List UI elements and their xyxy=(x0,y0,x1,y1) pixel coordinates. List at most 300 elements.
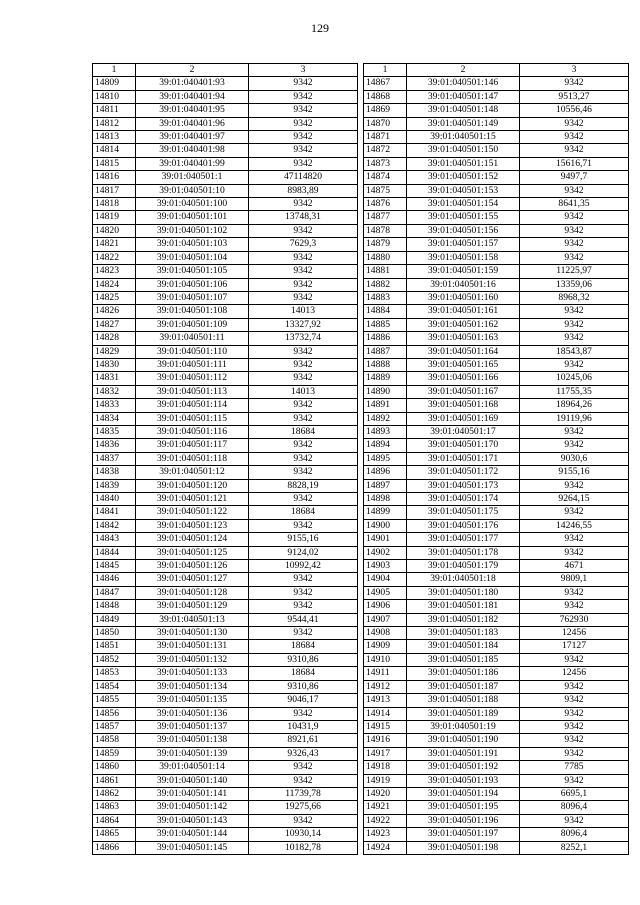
row-number-cell: 14839 xyxy=(93,479,136,492)
value-cell: 9264,15 xyxy=(520,493,629,506)
table-row xyxy=(364,841,629,854)
table-row xyxy=(364,653,629,666)
cadastral-number-cell: 39:01:040501:160 xyxy=(407,291,520,304)
cadastral-number-cell: 39:01:040501:164 xyxy=(407,345,520,358)
value-cell: 12456 xyxy=(520,667,629,680)
cadastral-number-cell: 39:01:040501:184 xyxy=(407,640,520,653)
table-row xyxy=(364,412,629,425)
table-row xyxy=(364,117,629,130)
row-number-cell: 14811 xyxy=(93,104,136,117)
cadastral-number-cell: 39:01:040501:108 xyxy=(136,305,249,318)
table-row xyxy=(364,238,629,251)
row-number-cell: 14895 xyxy=(364,452,407,465)
row-number-cell: 14841 xyxy=(93,506,136,519)
cadastral-number-cell: 39:01:040501:104 xyxy=(136,251,249,264)
table-row xyxy=(93,372,358,385)
cadastral-number-cell: 39:01:040501:122 xyxy=(136,506,249,519)
table-row xyxy=(364,747,629,760)
table-row xyxy=(364,278,629,291)
cadastral-number-cell: 39:01:040501:131 xyxy=(136,640,249,653)
table-row xyxy=(364,318,629,331)
table-row xyxy=(93,358,358,371)
table-row xyxy=(364,372,629,385)
value-cell: 9342 xyxy=(520,305,629,318)
row-number-cell: 14899 xyxy=(364,506,407,519)
cadastral-number-cell: 39:01:040501:138 xyxy=(136,734,249,747)
value-cell: 9342 xyxy=(249,198,358,211)
cadastral-number-cell: 39:01:040501:176 xyxy=(407,519,520,532)
value-cell: 12456 xyxy=(520,627,629,640)
table-row xyxy=(364,251,629,264)
cadastral-number-cell: 39:01:040501:111 xyxy=(136,358,249,371)
table-row xyxy=(364,104,629,117)
table-row xyxy=(93,653,358,666)
table-row xyxy=(364,573,629,586)
row-number-cell: 14918 xyxy=(364,761,407,774)
cadastral-number-cell: 39:01:040501:171 xyxy=(407,452,520,465)
value-cell: 9342 xyxy=(520,251,629,264)
value-cell: 8983,89 xyxy=(249,184,358,197)
value-cell: 9342 xyxy=(520,533,629,546)
table-row xyxy=(364,224,629,237)
cadastral-number-cell: 39:01:040501:103 xyxy=(136,238,249,251)
cadastral-number-cell: 39:01:040501:110 xyxy=(136,345,249,358)
row-number-cell: 14825 xyxy=(93,291,136,304)
right-table-body xyxy=(364,64,629,855)
table-row xyxy=(93,77,358,90)
value-cell: 17127 xyxy=(520,640,629,653)
row-number-cell: 14838 xyxy=(93,466,136,479)
value-cell: 9342 xyxy=(520,586,629,599)
cadastral-number-cell: 39:01:040501:140 xyxy=(136,774,249,787)
row-number-cell: 14876 xyxy=(364,198,407,211)
cadastral-number-cell: 39:01:040501:181 xyxy=(407,600,520,613)
cadastral-number-cell: 39:01:040501:191 xyxy=(407,747,520,760)
cadastral-number-cell: 39:01:040501:105 xyxy=(136,265,249,278)
value-cell: 9342 xyxy=(249,493,358,506)
value-cell: 18543,87 xyxy=(520,345,629,358)
table-row xyxy=(93,586,358,599)
row-number-cell: 14827 xyxy=(93,318,136,331)
table-row xyxy=(93,466,358,479)
table-row xyxy=(364,613,629,626)
table-row xyxy=(364,439,629,452)
cadastral-number-cell: 39:01:040501:100 xyxy=(136,198,249,211)
value-cell: 8096,4 xyxy=(520,828,629,841)
value-cell: 9342 xyxy=(249,586,358,599)
table-row xyxy=(364,680,629,693)
table-row xyxy=(93,385,358,398)
value-cell: 9342 xyxy=(520,774,629,787)
row-number-cell: 14859 xyxy=(93,747,136,760)
table-row xyxy=(93,251,358,264)
cadastral-number-cell: 39:01:040501:126 xyxy=(136,560,249,573)
value-cell: 11755,35 xyxy=(520,385,629,398)
table-row xyxy=(93,184,358,197)
cadastral-number-cell: 39:01:040501:132 xyxy=(136,653,249,666)
row-number-cell: 14857 xyxy=(93,720,136,733)
row-number-cell: 14821 xyxy=(93,238,136,251)
value-cell: 9342 xyxy=(520,238,629,251)
cadastral-number-cell: 39:01:040501:143 xyxy=(136,814,249,827)
value-cell: 9342 xyxy=(249,117,358,130)
row-number-cell: 14840 xyxy=(93,493,136,506)
value-cell: 6695,1 xyxy=(520,787,629,800)
table-row xyxy=(93,600,358,613)
row-number-cell: 14822 xyxy=(93,251,136,264)
row-number-cell: 14819 xyxy=(93,211,136,224)
value-cell: 8968,32 xyxy=(520,291,629,304)
cadastral-number-cell: 39:01:040401:98 xyxy=(136,144,249,157)
cadastral-number-cell: 39:01:040501:169 xyxy=(407,412,520,425)
row-number-cell: 14904 xyxy=(364,573,407,586)
value-cell: 14013 xyxy=(249,385,358,398)
cadastral-number-cell: 39:01:040501:153 xyxy=(407,184,520,197)
table-row xyxy=(364,600,629,613)
cadastral-number-cell: 39:01:040501:128 xyxy=(136,586,249,599)
table-row xyxy=(364,358,629,371)
cadastral-number-cell: 39:01:040401:97 xyxy=(136,131,249,144)
table-row xyxy=(93,399,358,412)
table-row xyxy=(364,546,629,559)
row-number-cell: 14865 xyxy=(93,828,136,841)
row-number-cell: 14882 xyxy=(364,278,407,291)
value-cell: 9342 xyxy=(520,506,629,519)
cadastral-number-cell: 39:01:040501:123 xyxy=(136,519,249,532)
cadastral-number-cell: 39:01:040501:173 xyxy=(407,479,520,492)
value-cell: 9342 xyxy=(249,774,358,787)
cadastral-number-cell: 39:01:040501:136 xyxy=(136,707,249,720)
cadastral-number-cell: 39:01:040501:188 xyxy=(407,694,520,707)
row-number-cell: 14906 xyxy=(364,600,407,613)
cadastral-number-cell: 39:01:040501:186 xyxy=(407,667,520,680)
header-col-2: 2 xyxy=(136,64,249,77)
table-row xyxy=(93,841,358,854)
cadastral-number-cell: 39:01:040501:15 xyxy=(407,131,520,144)
cadastral-number-cell: 39:01:040501:195 xyxy=(407,801,520,814)
table-row xyxy=(364,305,629,318)
value-cell: 8252,1 xyxy=(520,841,629,854)
row-number-cell: 14855 xyxy=(93,694,136,707)
cadastral-number-cell: 39:01:040501:147 xyxy=(407,90,520,103)
value-cell: 9310,86 xyxy=(249,653,358,666)
value-cell: 9342 xyxy=(520,720,629,733)
value-cell: 9342 xyxy=(520,131,629,144)
cadastral-number-cell: 39:01:040501:130 xyxy=(136,627,249,640)
table-row xyxy=(93,801,358,814)
value-cell: 9342 xyxy=(249,627,358,640)
table-row xyxy=(93,560,358,573)
header-col-3: 3 xyxy=(249,64,358,77)
value-cell: 9342 xyxy=(249,358,358,371)
row-number-cell: 14836 xyxy=(93,439,136,452)
row-number-cell: 14915 xyxy=(364,720,407,733)
cadastral-number-cell: 39:01:040501:154 xyxy=(407,198,520,211)
cadastral-number-cell: 39:01:040501:117 xyxy=(136,439,249,452)
table-row xyxy=(364,198,629,211)
row-number-cell: 14875 xyxy=(364,184,407,197)
value-cell: 10992,42 xyxy=(249,560,358,573)
cadastral-number-cell: 39:01:040501:135 xyxy=(136,694,249,707)
value-cell: 9342 xyxy=(249,157,358,170)
table-header-row xyxy=(93,64,358,77)
table-row xyxy=(364,801,629,814)
table-row xyxy=(93,573,358,586)
value-cell: 18684 xyxy=(249,425,358,438)
row-number-cell: 14870 xyxy=(364,117,407,130)
row-number-cell: 14920 xyxy=(364,787,407,800)
value-cell: 9342 xyxy=(520,680,629,693)
row-number-cell: 14900 xyxy=(364,519,407,532)
row-number-cell: 14834 xyxy=(93,412,136,425)
table-row xyxy=(93,104,358,117)
value-cell: 8828,19 xyxy=(249,479,358,492)
value-cell: 47114820 xyxy=(249,171,358,184)
value-cell: 9342 xyxy=(249,600,358,613)
value-cell: 9342 xyxy=(249,131,358,144)
cadastral-number-cell: 39:01:040501:102 xyxy=(136,224,249,237)
cadastral-number-cell: 39:01:040501:149 xyxy=(407,117,520,130)
cadastral-number-cell: 39:01:040501:177 xyxy=(407,533,520,546)
table-row xyxy=(93,761,358,774)
cadastral-number-cell: 39:01:040501:185 xyxy=(407,653,520,666)
cadastral-number-cell: 39:01:040501:16 xyxy=(407,278,520,291)
cadastral-number-cell: 39:01:040401:99 xyxy=(136,157,249,170)
row-number-cell: 14891 xyxy=(364,399,407,412)
value-cell: 9342 xyxy=(520,734,629,747)
table-row xyxy=(364,627,629,640)
header-col-1: 1 xyxy=(364,64,407,77)
cadastral-number-cell: 39:01:040401:94 xyxy=(136,90,249,103)
table-row xyxy=(364,184,629,197)
cadastral-number-cell: 39:01:040501:19 xyxy=(407,720,520,733)
row-number-cell: 14907 xyxy=(364,613,407,626)
row-number-cell: 14843 xyxy=(93,533,136,546)
cadastral-number-cell: 39:01:040501:157 xyxy=(407,238,520,251)
cadastral-number-cell: 39:01:040501:150 xyxy=(407,144,520,157)
row-number-cell: 14823 xyxy=(93,265,136,278)
row-number-cell: 14813 xyxy=(93,131,136,144)
cadastral-number-cell: 39:01:040501:120 xyxy=(136,479,249,492)
cadastral-number-cell: 39:01:040501:114 xyxy=(136,399,249,412)
value-cell: 9155,16 xyxy=(520,466,629,479)
row-number-cell: 14845 xyxy=(93,560,136,573)
cadastral-number-cell: 39:01:040501:106 xyxy=(136,278,249,291)
value-cell: 9342 xyxy=(520,707,629,720)
value-cell: 9342 xyxy=(520,224,629,237)
cadastral-number-cell: 39:01:040501:163 xyxy=(407,332,520,345)
table-header-row xyxy=(364,64,629,77)
cadastral-number-cell: 39:01:040501:124 xyxy=(136,533,249,546)
table-row xyxy=(93,412,358,425)
value-cell: 10245,06 xyxy=(520,372,629,385)
table-row xyxy=(364,707,629,720)
cadastral-number-cell: 39:01:040501:167 xyxy=(407,385,520,398)
cadastral-number-cell: 39:01:040501:193 xyxy=(407,774,520,787)
value-cell: 14013 xyxy=(249,305,358,318)
cadastral-number-cell: 39:01:040501:121 xyxy=(136,493,249,506)
table-row xyxy=(364,425,629,438)
row-number-cell: 14835 xyxy=(93,425,136,438)
table-row xyxy=(93,506,358,519)
value-cell: 9342 xyxy=(249,291,358,304)
value-cell: 9342 xyxy=(249,372,358,385)
cadastral-number-cell: 39:01:040501:165 xyxy=(407,358,520,371)
cadastral-number-cell: 39:01:040501:13 xyxy=(136,613,249,626)
row-number-cell: 14881 xyxy=(364,265,407,278)
cadastral-number-cell: 39:01:040501:174 xyxy=(407,493,520,506)
table-row xyxy=(93,144,358,157)
cadastral-number-cell: 39:01:040501:159 xyxy=(407,265,520,278)
cadastral-number-cell: 39:01:040501:129 xyxy=(136,600,249,613)
row-number-cell: 14902 xyxy=(364,546,407,559)
value-cell: 13359,06 xyxy=(520,278,629,291)
row-number-cell: 14897 xyxy=(364,479,407,492)
cadastral-number-cell: 39:01:040501:183 xyxy=(407,627,520,640)
row-number-cell: 14832 xyxy=(93,385,136,398)
cadastral-number-cell: 39:01:040501:113 xyxy=(136,385,249,398)
table-row xyxy=(93,493,358,506)
row-number-cell: 14886 xyxy=(364,332,407,345)
cadastral-number-cell: 39:01:040501:192 xyxy=(407,761,520,774)
row-number-cell: 14893 xyxy=(364,425,407,438)
cadastral-number-cell: 39:01:040501:198 xyxy=(407,841,520,854)
cadastral-number-cell: 39:01:040501:182 xyxy=(407,613,520,626)
value-cell: 18684 xyxy=(249,667,358,680)
value-cell: 8641,35 xyxy=(520,198,629,211)
value-cell: 10556,46 xyxy=(520,104,629,117)
page-number: 129 xyxy=(311,21,329,35)
row-number-cell: 14889 xyxy=(364,372,407,385)
value-cell: 9342 xyxy=(249,466,358,479)
table-row xyxy=(93,211,358,224)
cadastral-number-cell: 39:01:040501:187 xyxy=(407,680,520,693)
value-cell: 9342 xyxy=(520,479,629,492)
table-row xyxy=(93,332,358,345)
row-number-cell: 14850 xyxy=(93,627,136,640)
table-row xyxy=(93,533,358,546)
cadastral-number-cell: 39:01:040401:93 xyxy=(136,77,249,90)
value-cell: 9342 xyxy=(520,358,629,371)
value-cell: 9342 xyxy=(249,224,358,237)
row-number-cell: 14820 xyxy=(93,224,136,237)
row-number-cell: 14873 xyxy=(364,157,407,170)
row-number-cell: 14828 xyxy=(93,332,136,345)
cadastral-number-cell: 39:01:040501:197 xyxy=(407,828,520,841)
row-number-cell: 14837 xyxy=(93,452,136,465)
row-number-cell: 14884 xyxy=(364,305,407,318)
row-number-cell: 14917 xyxy=(364,747,407,760)
value-cell: 9310,86 xyxy=(249,680,358,693)
value-cell: 9342 xyxy=(249,814,358,827)
table-row xyxy=(93,546,358,559)
value-cell: 9342 xyxy=(520,144,629,157)
value-cell: 9342 xyxy=(249,144,358,157)
cadastral-number-cell: 39:01:040501:116 xyxy=(136,425,249,438)
row-number-cell: 14854 xyxy=(93,680,136,693)
value-cell: 9342 xyxy=(520,211,629,224)
row-number-cell: 14921 xyxy=(364,801,407,814)
header-col-2: 2 xyxy=(407,64,520,77)
table-row xyxy=(93,265,358,278)
cadastral-number-cell: 39:01:040501:127 xyxy=(136,573,249,586)
cadastral-number-cell: 39:01:040501:152 xyxy=(407,171,520,184)
table-row xyxy=(93,425,358,438)
table-row xyxy=(93,627,358,640)
value-cell: 9342 xyxy=(249,439,358,452)
table-row xyxy=(93,278,358,291)
cadastral-number-cell: 39:01:040501:180 xyxy=(407,586,520,599)
table-row xyxy=(364,399,629,412)
table-row xyxy=(93,707,358,720)
row-number-cell: 14829 xyxy=(93,345,136,358)
table-row xyxy=(93,318,358,331)
row-number-cell: 14852 xyxy=(93,653,136,666)
cadastral-number-cell: 39:01:040501:12 xyxy=(136,466,249,479)
cadastral-number-cell: 39:01:040501:14 xyxy=(136,761,249,774)
left-table-body xyxy=(93,64,358,855)
cadastral-number-cell: 39:01:040501:146 xyxy=(407,77,520,90)
row-number-cell: 14913 xyxy=(364,694,407,707)
row-number-cell: 14872 xyxy=(364,144,407,157)
row-number-cell: 14908 xyxy=(364,627,407,640)
value-cell: 9342 xyxy=(520,546,629,559)
row-number-cell: 14924 xyxy=(364,841,407,854)
row-number-cell: 14831 xyxy=(93,372,136,385)
table-row xyxy=(364,466,629,479)
row-number-cell: 14883 xyxy=(364,291,407,304)
row-number-cell: 14862 xyxy=(93,787,136,800)
cadastral-number-cell: 39:01:040501:1 xyxy=(136,171,249,184)
row-number-cell: 14896 xyxy=(364,466,407,479)
cadastral-number-cell: 39:01:040501:172 xyxy=(407,466,520,479)
value-cell: 9342 xyxy=(249,90,358,103)
cadastral-number-cell: 39:01:040501:137 xyxy=(136,720,249,733)
value-cell: 762930 xyxy=(520,613,629,626)
row-number-cell: 14858 xyxy=(93,734,136,747)
table-row xyxy=(364,452,629,465)
table-row xyxy=(93,774,358,787)
value-cell: 9497,7 xyxy=(520,171,629,184)
table-row xyxy=(364,560,629,573)
row-number-cell: 14849 xyxy=(93,613,136,626)
table-row xyxy=(93,613,358,626)
cadastral-number-cell: 39:01:040501:17 xyxy=(407,425,520,438)
table-row xyxy=(364,291,629,304)
value-cell: 9342 xyxy=(520,117,629,130)
row-number-cell: 14912 xyxy=(364,680,407,693)
row-number-cell: 14863 xyxy=(93,801,136,814)
value-cell: 9342 xyxy=(249,345,358,358)
cadastral-number-cell: 39:01:040501:194 xyxy=(407,787,520,800)
row-number-cell: 14848 xyxy=(93,600,136,613)
table-row xyxy=(364,345,629,358)
row-number-cell: 14885 xyxy=(364,318,407,331)
value-cell: 10182,78 xyxy=(249,841,358,854)
row-number-cell: 14871 xyxy=(364,131,407,144)
value-cell: 9342 xyxy=(520,814,629,827)
row-number-cell: 14856 xyxy=(93,707,136,720)
row-number-cell: 14916 xyxy=(364,734,407,747)
table-row xyxy=(364,828,629,841)
table-row xyxy=(93,198,358,211)
cadastral-number-cell: 39:01:040501:148 xyxy=(407,104,520,117)
row-number-cell: 14868 xyxy=(364,90,407,103)
row-number-cell: 14810 xyxy=(93,90,136,103)
table-row xyxy=(364,586,629,599)
value-cell: 9342 xyxy=(249,412,358,425)
table-row xyxy=(93,305,358,318)
